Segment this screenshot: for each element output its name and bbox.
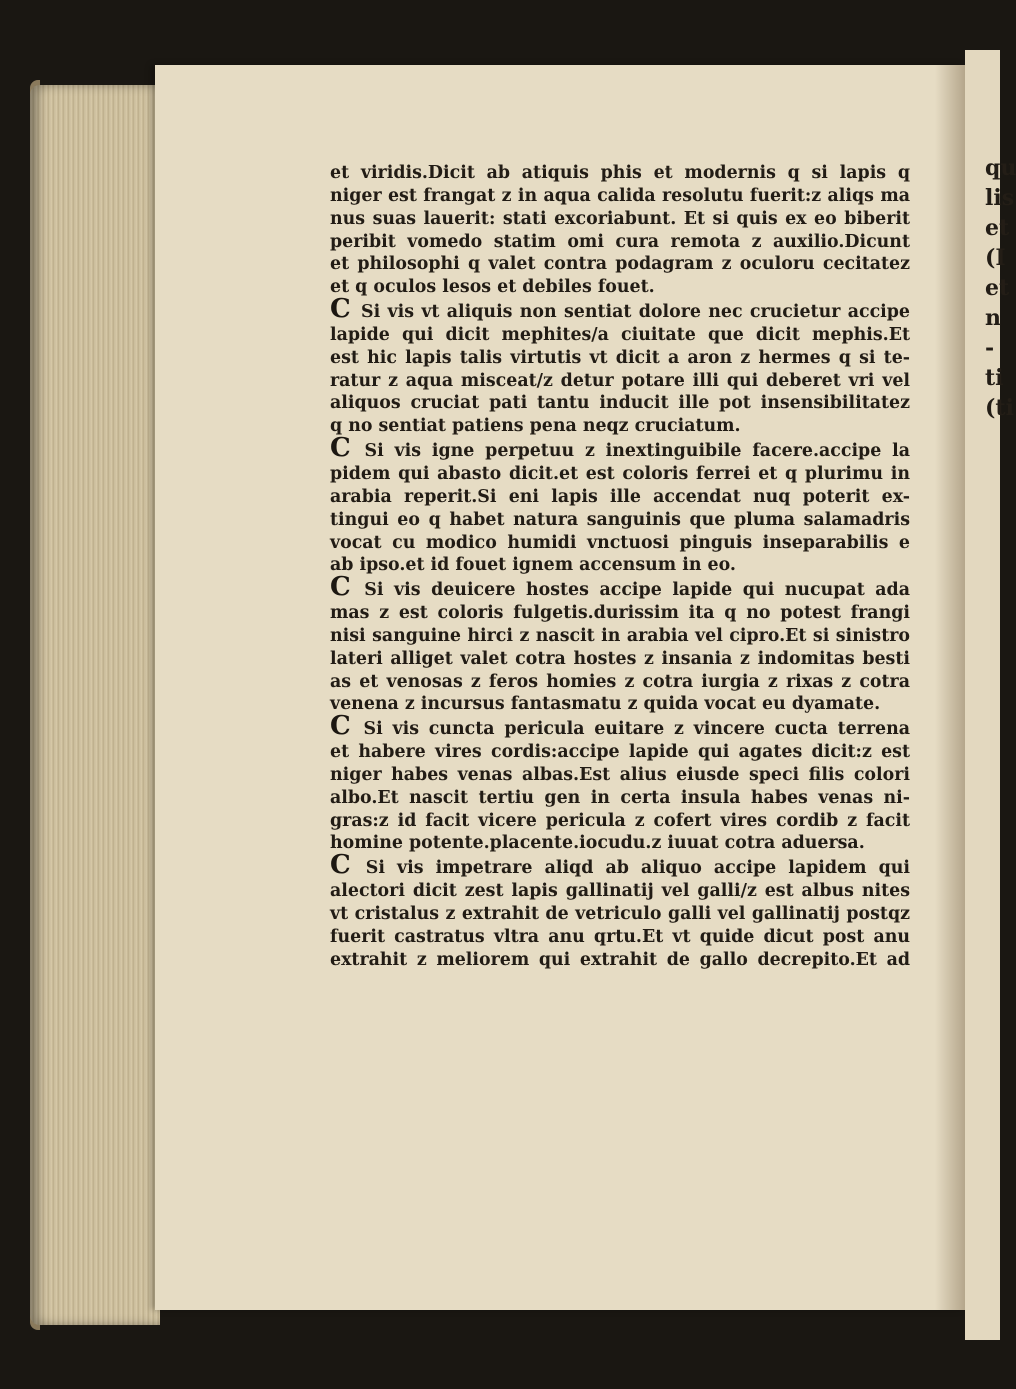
line-text: et viridis.Dicit ab atiquis phis et modernis q si lapis q [330, 163, 910, 183]
paragraph-mark-icon: C [330, 294, 362, 325]
facing-page-fragment: (I [985, 245, 1006, 271]
text-line [330, 324, 910, 347]
text-line [330, 392, 910, 415]
line-text: extrahit z meliorem qui extrahit de gallo decrepito.Et ad [330, 949, 910, 970]
paragraph-mark-icon: C [330, 433, 365, 464]
line-text: et q oculos lesos et debiles fouet. [330, 277, 655, 298]
paragraph-mark-icon: C [330, 711, 364, 742]
line-text: pidem qui abasto dicit.et est coloris ferrei et q plurimu in [330, 463, 910, 484]
line-text: et habere vires cordis:accipe lapide qui agates dicit:z est [330, 742, 910, 763]
paragraph-first-line [330, 572, 910, 603]
facing-page-fragment: - [985, 335, 995, 361]
text-line [330, 602, 910, 625]
line-text: Si vis igne perpetuu z inextinguibile facere.accipe la [364, 441, 910, 462]
line-text: q no sentiat patiens pena neqz cruciatum. [330, 416, 741, 437]
line-text: peribit vomedo statim omi cura remota z auxilio.Dicunt [330, 231, 910, 252]
line-text: Si vis cuncta pericula euitare z vincere cucta terrena [363, 719, 911, 740]
text-line [330, 486, 910, 509]
line-text: venena z incursus fantasmatu z quida vocat eu dyamate. [330, 694, 881, 715]
line-text: nus suas lauerit: stati excoriabunt. Et si quis ex eo biberit [330, 208, 910, 229]
line-text: gras:z id facit vicere pericula z cofert vires cordib z facit [330, 810, 910, 831]
text-line [330, 253, 910, 276]
text-line [330, 532, 910, 555]
text-line [330, 648, 910, 671]
paragraph-first-line [330, 711, 911, 742]
line-text: Si vis vt aliquis non sentiat dolore nec crucietur accipe [361, 302, 910, 323]
line-text: vocat cu modico humidi vnctuosi pinguis inseparabilis e [330, 532, 910, 553]
line-text: fuerit castratus vltra anu qrtu.Et vt quide dicut post anu [330, 926, 910, 947]
paragraph-mark-icon: C [330, 572, 365, 603]
line-text: niger est frangat z in aqua calida resolutu fuerit:z aliqs ma [330, 185, 910, 206]
text-line [330, 347, 910, 370]
facing-page-fragment: lis [985, 185, 1015, 211]
text-line [330, 741, 910, 764]
facing-page-fragment: et [985, 275, 1010, 301]
paragraph-first-line [330, 850, 910, 881]
text-line [330, 415, 910, 438]
text-line [330, 832, 910, 855]
line-text: tingui eo q habet natura sanguinis que pluma salamadris [330, 509, 910, 530]
line-text: lateri alliget valet cotra hostes z insania z indomitas besti [330, 648, 910, 669]
paragraph-first-line [330, 294, 910, 325]
facing-page-fragment: et [985, 215, 1010, 241]
text-line [330, 625, 910, 648]
facing-page-fragment: n [985, 305, 1001, 331]
text-line [330, 880, 910, 903]
paragraph-mark-icon: C [330, 850, 366, 881]
text-line [330, 949, 910, 972]
line-text: est hic lapis talis virtutis vt dicit a aron z hermes q si te- [330, 347, 910, 368]
paragraph-first-line [330, 433, 910, 464]
line-text: aliquos cruciat pati tantu inducit ille pot insensibilitatez [330, 393, 910, 414]
line-text: lapide qui dicit mephites/a ciuitate que dicit mephis.Et [330, 324, 910, 345]
text-line [330, 810, 910, 833]
line-text: niger habes venas albas.Est alius eiusde speci filis colori [330, 764, 910, 785]
text-line [330, 926, 910, 949]
line-text: ab ipso.et id fouet ignem accensum in eo. [330, 555, 736, 576]
line-text: Si vis impetrare aliqd ab aliquo accipe lapidem qui [365, 858, 910, 879]
line-text: albo.Et nascit tertiu gen in certa insula habes venas ni- [330, 787, 910, 808]
text-line [330, 231, 910, 254]
line-text: Si vis deuicere hostes accipe lapide qui nucupat ada [364, 580, 910, 601]
facing-page-fragment: qu [985, 155, 1016, 181]
line-text: arabia reperit.Si eni lapis ille accendat nuq poterit ex- [330, 486, 910, 507]
text-line [330, 370, 910, 393]
facing-page-fragment: (ti [985, 395, 1014, 421]
line-text: nisi sanguine hirci z nascit in arabia vel cipro.Et si sinistro [330, 625, 910, 646]
page-stack-edges [30, 85, 160, 1325]
text-line [330, 671, 910, 694]
line-text: as et venosas z feros homies z cotra iurgia z rixas z cotra [330, 671, 910, 692]
line-text: ratur z aqua misceat/z detur potare illi qui deberet vri vel [330, 370, 910, 391]
line-text: homine potente.placente.iocudu.z iuuat cotra aduersa. [330, 833, 865, 854]
text-line [330, 509, 910, 532]
text-line [330, 693, 910, 716]
line-text: et philosophi q valet contra podagram z oculoru cecitatez [330, 254, 910, 275]
text-line [330, 903, 910, 926]
facing-page-fragment: ti [985, 365, 1004, 391]
main-text-block [330, 162, 910, 972]
line-text: alectori dicit zest lapis gallinatij vel galli/z est albus nites [330, 881, 910, 902]
text-line [330, 185, 910, 208]
page-gutter-shadow [935, 65, 965, 1310]
text-line [330, 554, 910, 577]
line-text: vt cristalus z extrahit de vetriculo galli vel gallinatij postqz [330, 904, 910, 924]
text-line [330, 208, 910, 231]
text-line [330, 276, 910, 299]
facing-page [965, 50, 1016, 1340]
text-line [330, 764, 910, 787]
text-line [330, 463, 910, 486]
text-line [330, 162, 910, 185]
line-text: mas z est coloris fulgetis.durissim ita q no potest frangi [330, 603, 910, 624]
text-line [330, 787, 910, 810]
